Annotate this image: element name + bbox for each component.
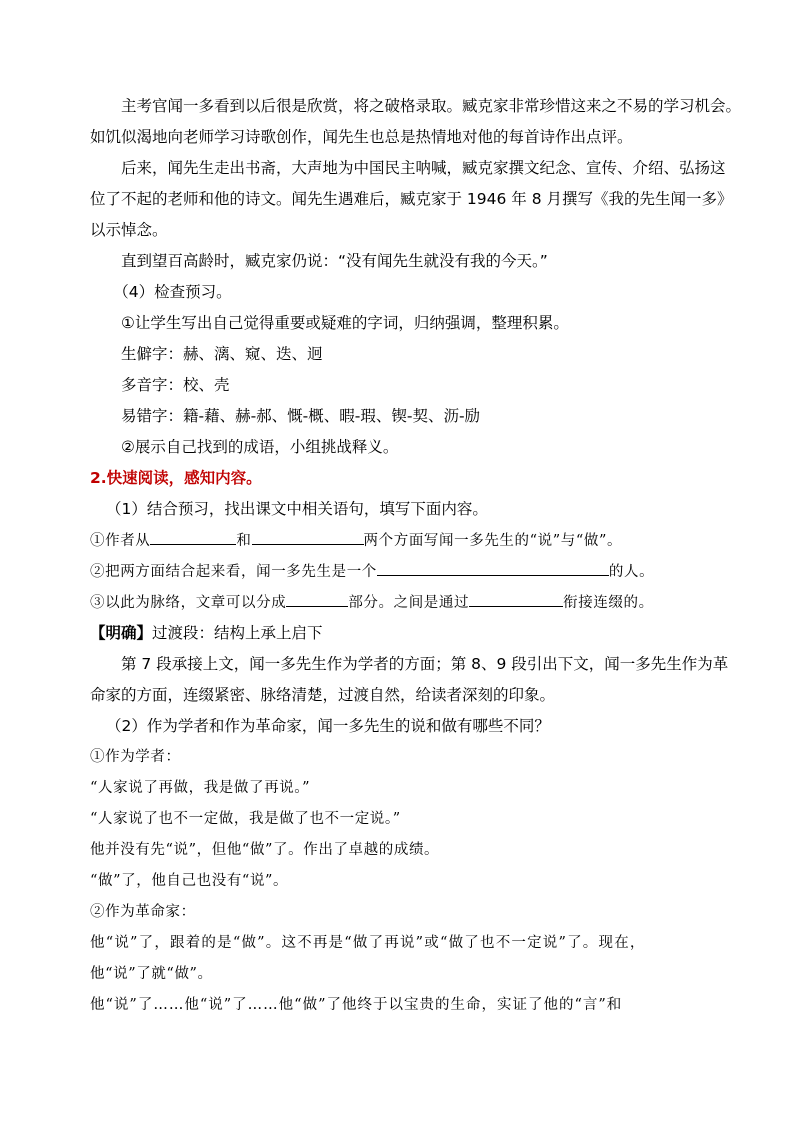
answer-blank[interactable]: [286, 592, 348, 607]
section-heading: 2.快速阅读，感知内容。: [90, 469, 262, 487]
quote-line: 他“说”了……他“说”了……他“做”了他终于以宝贵的生命，实证了他的“言”和: [90, 997, 623, 1013]
paragraph-line: 位了不起的老师和他的诗文。闻先生遇难后，臧克家于 1946 年 8 月撰写《我的先生闻一多》: [90, 190, 733, 208]
fill-text: ③以此为脉络，文章可以分成: [90, 595, 287, 611]
answer-blank[interactable]: [150, 530, 236, 545]
paragraph-line: 后来，闻先生走出书斋，大声地为中国民主呐喊，臧克家撰文纪念、宣传、介绍、弘扬这: [90, 159, 726, 177]
paragraph-line: 以示悼念。: [90, 221, 168, 239]
paragraph-line: ①让学生写出自己觉得重要或疑难的字词，归纳强调，整理积累。: [90, 314, 569, 332]
answer-blank[interactable]: [377, 561, 609, 576]
fill-text: ①作者从: [90, 533, 151, 549]
answer-blank[interactable]: [469, 592, 563, 607]
answer-text: 过渡段：结构上承上启下: [152, 624, 323, 642]
quote-line: “人家说了再做，我是做了再说。”: [90, 780, 311, 796]
paragraph-line: 命家的方面，连缀紧密、脉络清楚，过渡自然，给读者深刻的印象。: [90, 686, 556, 704]
paragraph-line: ②展示自己找到的成语，小组挑战释义。: [90, 438, 399, 456]
fill-text: 衔接连缀的。: [563, 595, 654, 611]
question-2: （2）作为学者和作为革命家，闻一多先生的说和做有哪些不同？: [106, 717, 550, 735]
paragraph-line: 如饥似渴地向老师学习诗歌创作，闻先生也总是热情地对他的每首诗作出点评。: [90, 128, 633, 146]
quote-line: “做”了，他自己也没有“说”。: [90, 873, 289, 889]
revolutionary-heading: ②作为革命家：: [90, 904, 196, 920]
answer-tag: 【明确】: [90, 624, 153, 642]
paragraph-line: 多音字：校、壳: [90, 376, 230, 394]
fill-text: 两个方面写闻一多先生的“说”与“做”。: [363, 533, 623, 549]
quote-line: “人家说了也不一定做，我是做了也不一定说。”: [90, 811, 401, 827]
fill-text: 和: [236, 533, 252, 549]
fill-text: 的人。: [608, 564, 655, 580]
answer-line: [90, 623, 323, 643]
quote-line: 他并没有先“说”，但他“做”了。作出了卓越的成绩。: [90, 842, 440, 858]
answer-blank[interactable]: [252, 530, 364, 545]
paragraph-line: 主考官闻一多看到以后很是欣赏，将之破格录取。臧克家非常珍惜这来之不易的学习机会。: [90, 97, 742, 115]
paragraph-line: 直到望百高龄时，臧克家仍说：“没有闻先生就没有我的今天。”: [90, 252, 548, 270]
quote-line: 他“说”了就“做”。: [90, 966, 213, 982]
paragraph-line: （4）检查预习。: [90, 283, 232, 301]
scholar-heading: ①作为学者：: [90, 749, 181, 765]
paragraph-line: 第 7 段承接上文，闻一多先生作为学者的方面；第 8、9 段引出下文，闻一多先生作为革: [90, 655, 729, 673]
quote-line: 他“说”了，跟着的是“做”。这不再是“做了再说”或“做了也不一定说”了。现在，: [90, 935, 646, 951]
paragraph-line: 易错字：籍-藉、赫-郝、慨-概、暇-瑕、锲-契、沥-励: [90, 407, 481, 425]
fill-blank-line: [90, 561, 654, 582]
fill-blank-line: [90, 530, 622, 551]
paragraph-line: 生僻字：赫、漓、窥、迭、迥: [90, 345, 323, 363]
fill-text: 部分。之间是通过: [348, 595, 470, 611]
fill-text: ②把两方面结合起来看，闻一多先生是一个: [90, 564, 377, 580]
question-intro: （1）结合预习，找出课文中相关语句，填写下面内容。: [106, 500, 488, 518]
fill-blank-line: [90, 592, 654, 613]
